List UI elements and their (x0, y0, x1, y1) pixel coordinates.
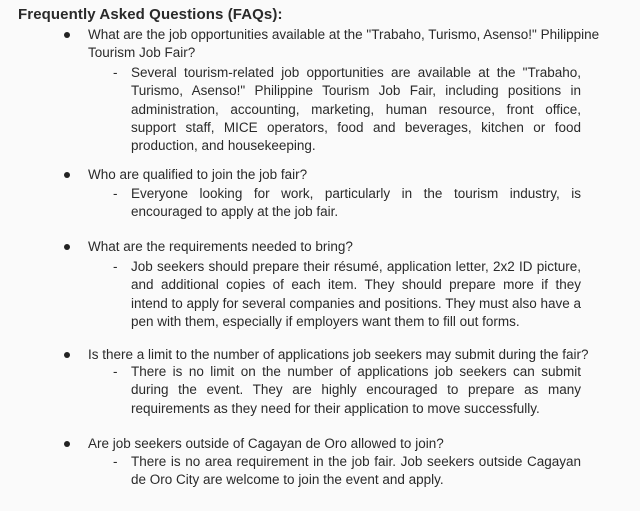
faq-question: What are the job opportunities available at the "Trabaho, Turismo, Asenso!" Philippine Tourism Job Fair? (88, 27, 600, 60)
bullet-icon (64, 172, 70, 178)
bullet-icon (64, 352, 70, 358)
dash-marker: - (113, 65, 118, 80)
faq-question: Is there a limit to the number of applications job seekers may submit during the fair? (88, 347, 589, 362)
dash-marker: - (113, 364, 118, 379)
faq-question: Are job seekers outside of Cagayan de Oro allowed to join? (88, 436, 444, 451)
faq-answer: Job seekers should prepare their résumé, application letter, 2x2 ID picture, and additional copies of each item. They should prepare more if they intend to apply for several companies and positions. They must also have a pen with them, especially if employers want them to fill out forms. (131, 259, 582, 329)
dash-marker: - (113, 259, 118, 274)
faq-heading: Frequently Asked Questions (FAQs): (18, 6, 283, 23)
bullet-icon (64, 244, 70, 250)
faq-answer: Several tourism-related job opportunities are available at the "Trabaho, Turismo, Asenso!" Philippine Tourism Job Fair, including positions in administration, accounting, marketing, human resource, front office, support staff, MICE operators, food and beverages, kitchen or food production, and housekeeping. (131, 65, 581, 154)
dash-marker: - (113, 186, 118, 201)
faq-answer: There is no limit on the number of applications job seekers can submit during the event. They are highly encouraged to prepare as many requirements as they need for their application to move successfully. (131, 364, 581, 416)
dash-marker: - (113, 454, 118, 469)
bullet-icon (64, 441, 70, 447)
faq-question: Who are qualified to join the job fair? (88, 167, 308, 182)
faq-answer: There is no area requirement in the job fair. Job seekers outside Cagayan de Oro City are welcome to join the event and apply. (131, 454, 581, 488)
faq-question: What are the requirements needed to bring? (88, 239, 353, 254)
faq-answer: Everyone looking for work, particularly in the tourism industry, is encouraged to apply at the job fair. (131, 186, 581, 220)
bullet-icon (64, 32, 70, 38)
